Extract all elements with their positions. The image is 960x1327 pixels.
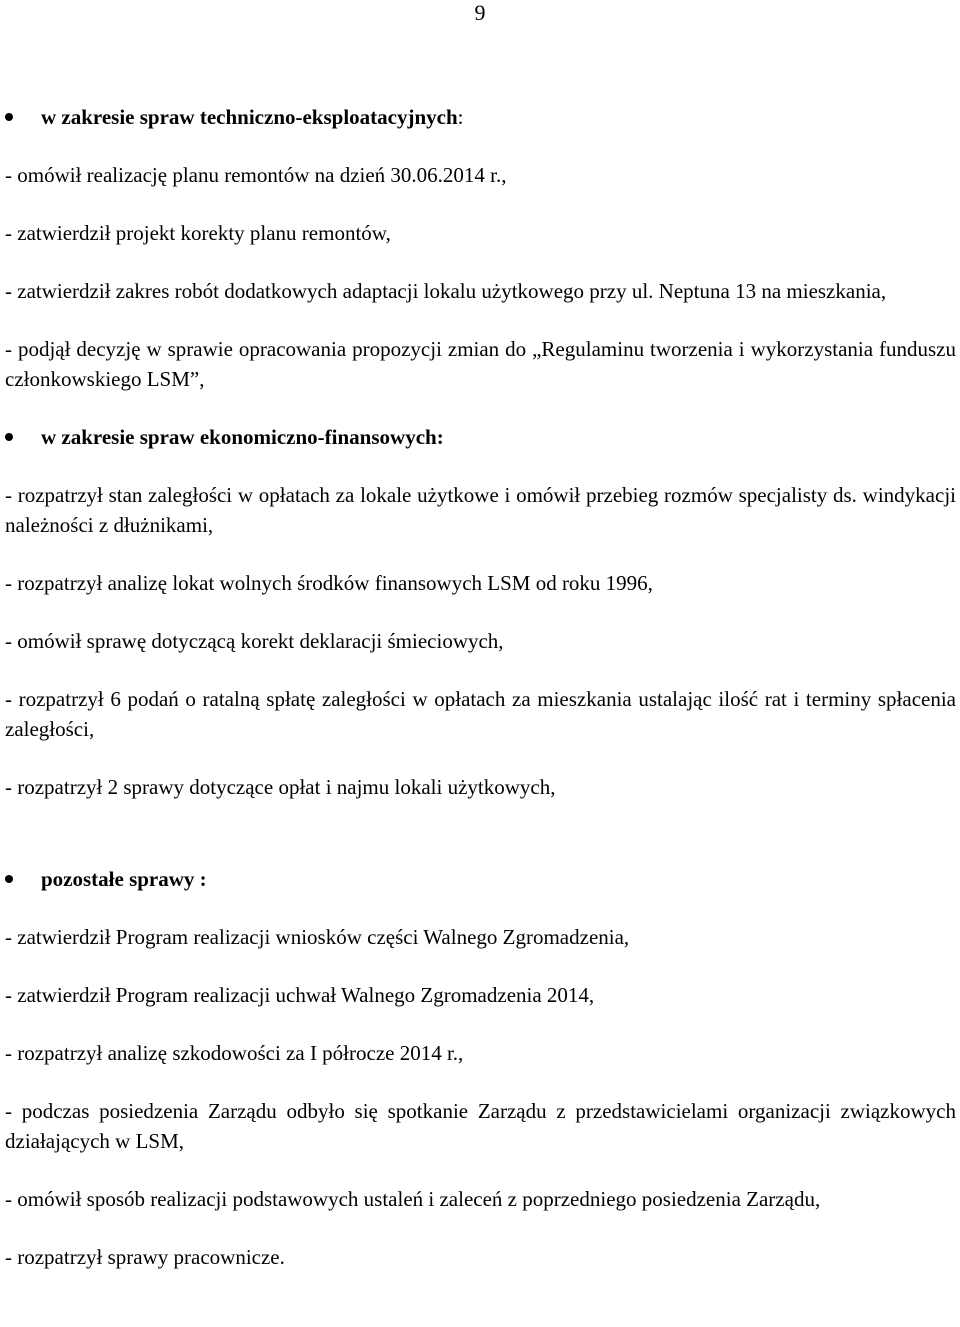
- list-item: - zatwierdził projekt korekty planu remontów,: [5, 221, 391, 245]
- bullet-icon: [5, 113, 13, 121]
- list-item: - omówił sprawę dotyczącą korekt deklaracji śmieciowych,: [5, 629, 504, 653]
- list-item: - rozpatrzył analizę lokat wolnych środków finansowych LSM od roku 1996,: [5, 571, 653, 595]
- list-item: - rozpatrzył 6 podań o ratalną spłatę zaległości w opłatach za mieszkania ustalając ilość rat i terminy spłacenia zaległości,: [5, 687, 956, 741]
- page-number: 9: [474, 0, 486, 25]
- bullet-icon: [5, 433, 13, 441]
- list-item: - omówił sposób realizacji podstawowych ustaleń i zaleceń z poprzedniego posiedzenia Zarządu,: [5, 1187, 821, 1211]
- list-item: - zatwierdził zakres robót dodatkowych adaptacji lokalu użytkowego przy ul. Neptuna 13 na mieszkania,: [5, 279, 887, 303]
- list-item: - rozpatrzył sprawy pracownicze.: [5, 1245, 285, 1269]
- list-item: - rozpatrzył analizę szkodowości za I półrocze 2014 r.,: [5, 1041, 464, 1065]
- list-item: - podjął decyzję w sprawie opracowania propozycji zmian do „Regulaminu tworzenia i wykorzystania funduszu członkowskiego LSM”,: [5, 337, 956, 391]
- section-heading-technical: [5, 102, 956, 132]
- section-heading-text: pozostałe sprawy :: [41, 867, 207, 891]
- bullet-icon: [5, 875, 13, 883]
- section-heading-colon: :: [457, 105, 464, 129]
- section-heading-other: [5, 864, 956, 894]
- list-item: - zatwierdził Program realizacji uchwał Walnego Zgromadzenia 2014,: [5, 983, 595, 1007]
- section-heading-text: w zakresie spraw techniczno-eksploatacyjnych: [41, 105, 458, 129]
- list-item: - rozpatrzył 2 sprawy dotyczące opłat i najmu lokali użytkowych,: [5, 775, 556, 799]
- list-item: - zatwierdził Program realizacji wniosków części Walnego Zgromadzenia,: [5, 925, 630, 949]
- list-item: - omówił realizację planu remontów na dzień 30.06.2014 r.,: [5, 163, 507, 187]
- section-heading-text: w zakresie spraw ekonomiczno-finansowych:: [41, 425, 444, 449]
- document-body: [5, 102, 956, 1272]
- section-heading-financial: [5, 422, 956, 452]
- list-item: - rozpatrzył stan zaległości w opłatach za lokale użytkowe i omówił przebieg rozmów specjalisty ds. windykacji należności z dłużnikami,: [5, 483, 956, 537]
- list-item: - podczas posiedzenia Zarządu odbyło się spotkanie Zarządu z przedstawicielami organizacji związkowych działających w LSM,: [5, 1099, 956, 1153]
